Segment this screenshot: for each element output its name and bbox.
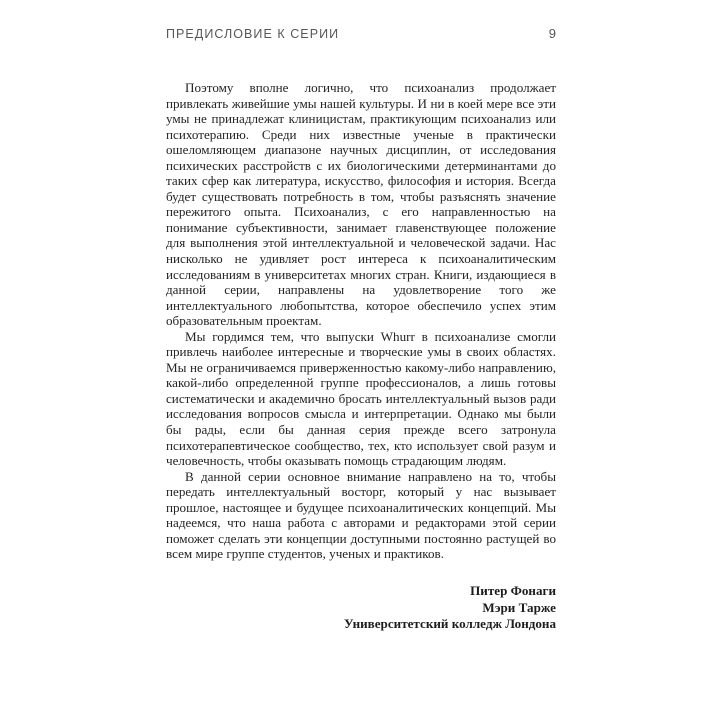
- body-paragraph: Поэтому вполне логично, что психоанализ продолжает привлекать живейшие умы нашей культуры. И ни в коей мере все эти умы не принадлежат клиницистам, практикующим психоанализ или психотерапию. Среди них известные ученые в практически ошеломляющем диапазоне научных дисциплин, от исследования психических расстройств с их биологическими детерминантами до таких сфер как литература, искусство, философия и история. Всегда будет существовать потребность в том, чтобы разъяснять значение пережитого опыта. Психоанализ, с его направленностью на понимание субъективности, занимает главенствующее положение для выполнения этой интеллектуальной и человеческой задачи. Нас нисколько не удивляет рост интереса к психоаналитическим исследованиям в университетах многих стран. Книги, издающиеся в данной серии, направлены на удовлетворение того же интеллектуального любопытства, которое обеспечило успех этим образовательным проектам.: [166, 80, 556, 329]
- body-text-block: [166, 80, 556, 562]
- body-paragraph: Мы гордимся тем, что выпуски Whurr в психоанализе смогли привлечь наиболее интересные и творческие умы в своих областях. Мы не ограничиваемся приверженностью какому-либо направлению, какой-либо определенной группе профессионалов, а лишь готовы систематически и академично бросать интеллектуальный вызов ради исследования вопросов смысла и интерпретации. Однако мы были бы рады, если бы данная серия прежде всего затронула психотерапевтическое сообщество, тех, кто использует свой разум и человечность, чтобы оказывать помощь страдающим людям.: [166, 328, 556, 469]
- page-number: 9: [548, 26, 556, 41]
- running-head: [166, 26, 556, 41]
- body-paragraph: В данной серии основное внимание направлено на то, чтобы передать интеллектуальный восторг, который у нас вызывает прошлое, настоящее и будущее психоаналитических концепций. Мы надеемся, что наша работа с авторами и редакторами этой серии поможет сделать эти концепции доступными постоянно растущей во всем мире группе студентов, ученых и практиков.: [166, 468, 556, 562]
- signature-line: Университетский колледж Лондона: [344, 616, 556, 631]
- running-head-title: ПРЕДИСЛОВИЕ К СЕРИИ: [166, 27, 340, 41]
- signature-line: Мэри Тарже: [482, 599, 556, 615]
- signature-line: Питер Фонаги: [470, 583, 556, 598]
- signature-block: [166, 583, 556, 633]
